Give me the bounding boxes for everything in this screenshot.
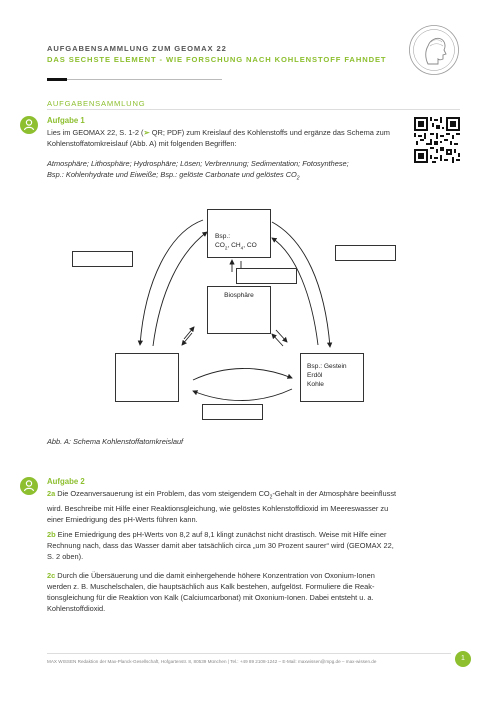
- cycle-arrow-icon: [153, 232, 207, 346]
- task1-line2: Kohlenstoffatomkreislauf (Abb. A) mit folgenden Begriffen:: [47, 139, 237, 148]
- task2b-line1: Eine Erniedrigung des pH-Werts von 8,2 auf 8,1 klingt zunächst nicht drastisch. Weise mit Hilfe einer: [55, 530, 387, 539]
- top-box-sub1: 2: [224, 245, 228, 251]
- task2-title: Aufgabe 2: [47, 477, 85, 486]
- top-box-text: [215, 232, 257, 252]
- task2b-line3: S. 2 oben).: [47, 552, 84, 561]
- cycle-arrow-icon: [272, 222, 330, 347]
- top-box-co2: , CO: [243, 242, 257, 249]
- biosphere-box: [207, 286, 271, 334]
- top-sphere-box: [207, 209, 271, 258]
- task2a-label: 2a: [47, 489, 56, 498]
- task2c-line3: tionsgleichung für die Reaktion von Kalk (Calciumcarbonat) mit Oxonium-Ionen. Dabei entsteht u. a.: [47, 593, 374, 602]
- answer-box-center[interactable]: [236, 268, 297, 284]
- left-sphere-box: [115, 353, 179, 402]
- task1-line1-pre: Lies im GEOMAX 22, S. 1-2 (: [47, 128, 144, 137]
- task1-terms2-sub: 2: [296, 175, 300, 182]
- biosphere-label: Biosphäre: [224, 292, 254, 299]
- top-box-label: Bsp.:: [215, 233, 231, 240]
- section-title: AUFGABENSAMMLUNG: [47, 99, 146, 108]
- footer-divider: [47, 653, 451, 654]
- task1-line1-post: QR; PDF) zum Kreislauf des Kohlenstoffs und ergänze das Schema zum: [149, 128, 390, 137]
- arrow-icon: ➢: [143, 128, 150, 137]
- task2b: [47, 529, 467, 562]
- person-avatar-icon: [20, 477, 38, 495]
- top-box-co: CO: [215, 242, 225, 249]
- cycle-arrow-icon: [193, 368, 292, 380]
- task2c-line2: werden z. B. Muschelschalen, die hauptsächlich aus Kalk bestehen, aufgelöst. Formuliere die Reak-: [47, 582, 375, 591]
- task2c: [47, 570, 467, 614]
- task2c-line1: Durch die Übersäuerung und die damit einhergehende höhere Konzentration von Oxonium-Ionen: [55, 571, 375, 580]
- task2a-line3: einer Erniedrigung des pH-Werts führen kann.: [47, 515, 198, 525]
- task1-title: Aufgabe 1: [47, 116, 85, 125]
- task1-terms2: Bsp.: Kohlenhydrate und Eiweiße; Bsp.: gelöste Carbonate und gelöstes CO: [47, 170, 297, 179]
- right-box-text: [307, 362, 347, 389]
- page-number: 1: [455, 651, 471, 667]
- task2a-text2: -Gehalt in der Atmosphäre beeinflusst: [272, 489, 397, 498]
- task2a: [47, 488, 467, 525]
- task2a-line2: wird. Beschreibe mit Hilfe einer Reaktionsgleichung, wie gelöstes Kohlenstoffdioxid im Meereswasser zu: [47, 504, 389, 514]
- figure-caption: Abb. A: Schema Kohlenstoffatomkreislauf: [47, 437, 184, 446]
- top-box-sub2: 4: [240, 245, 244, 251]
- header-subtitle: DAS SECHSTE ELEMENT - WIE FORSCHUNG NACH KOHLENSTOFF FAHNDET: [47, 55, 387, 64]
- task2b-line2: Rechnung nach, dass das Wasser damit aber tatsächlich circa „um 30 Prozent saurer“ wird (GEOMAX 22,: [47, 541, 394, 550]
- task2a-sub: 2: [269, 494, 273, 501]
- task2a-text1: Die Ozeanversauerung ist ein Problem, das vom steigendem CO: [55, 489, 270, 498]
- right-box-line1: Bsp.: Gestein: [307, 363, 347, 370]
- task2b-label: 2b: [47, 530, 56, 539]
- right-box-line3: Kohle: [307, 381, 324, 388]
- task2c-label: 2c: [47, 571, 56, 580]
- cycle-arrow-icon: [193, 389, 292, 401]
- answer-box-left[interactable]: [72, 251, 133, 267]
- answer-box-bottom[interactable]: [202, 404, 263, 420]
- footer-text: MAX WISSEN Redaktion der Max-Planck-Gesellschaft, Hofgartenstr. 8, 80539 München | Tel.: +49 89 2108-1242 – E-Mail: maxwissen@mpg.de – max-wissen.de: [47, 659, 377, 664]
- cycle-arrow-icon: [272, 238, 318, 345]
- answer-box-right[interactable]: [335, 245, 396, 261]
- task2c-line4: Kohlenstoffdioxid.: [47, 604, 106, 613]
- header-title: AUFGABENSAMMLUNG ZUM GEOMAX 22: [47, 44, 227, 53]
- right-box-line2: Erdöl: [307, 372, 323, 379]
- task1-terms1: Atmosphäre; Lithosphäre; Hydrosphäre; Lösen; Verbrennung; Sedimentation; Fotosynthese;: [47, 159, 349, 168]
- cycle-arrow-icon: [140, 220, 203, 345]
- top-box-ch: , CH: [227, 242, 241, 249]
- right-sphere-box: [300, 353, 364, 402]
